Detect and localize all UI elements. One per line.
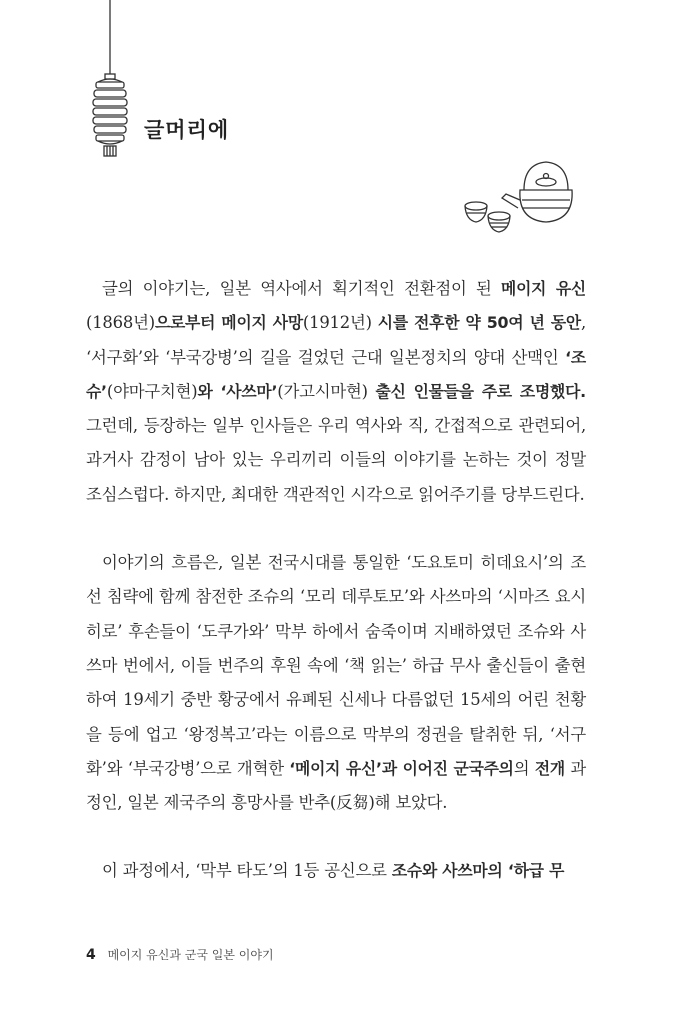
section-heading: 글머리에 [144,118,230,142]
text-run: 이 과정에서, ‘막부 타도’의 1등 공신으로 [102,861,392,881]
paragraph [86,854,586,888]
paragraph [86,546,586,820]
text-run: 이야기의 흐름은, 일본 전국시대를 통일한 ‘도요토미 히데요시’의 조선 침략에 함께 참전한 조슈의 ‘모리 데루토모’와 사쓰마의 ‘시마즈 요시히로’ 후손들이 ‘도쿠가와’ 막부 하에서 숨죽이며 지배하였던 조슈와 사쓰마 번에서, 이들 번주의 후원 속에 ‘책 읽는’ 하급 무사 출신들이 출현하여 19세기 중반 황궁에서 유폐된 신세나 다름없던 15세의 어린 천황을 등에 업고 ‘왕정복고’라는 이름으로 막부의 정권을 탈취한 뒤, ‘서구화’와 ‘부국강병’으로 개혁한 [86,553,586,778]
lantern-icon [88,0,132,165]
paragraph [86,272,586,512]
text-run: , ‘서구화’와 ‘부국강병’의 길을 걸었던 근대 일본정치의 양대 산맥인 [86,313,587,367]
teacup-icon [465,202,510,232]
emphasis-text: ‘조슈’ [86,347,586,401]
page-number: 4 [86,947,96,963]
emphasis-text: 조슈와 사쓰마의 ‘하급 무 [391,861,565,881]
preface-body [86,272,586,889]
text-run: (가고시마현) [277,381,376,401]
teapot-icon [502,162,572,222]
emphasis-text: 메이지 유신 [501,279,586,298]
text-run: 과정인, 일본 제국주의 흥망사를 반추(反芻)해 보았다. [86,758,586,813]
text-run: (1868년) [86,313,155,333]
emphasis-text: 시를 전후한 약 50여 년 동안 [377,313,581,333]
text-run: 글의 이야기는, 일본 역사에서 획기적인 전환점이 된 [102,279,502,298]
emphasis-text: 와 ‘사쓰마’ [197,381,278,401]
emphasis-text: ‘메이지 유신’과 이어진 군국주의 [289,758,514,778]
emphasis-text: 으로부터 메이지 사망 [154,313,303,333]
text-run: (1912년) [302,313,378,333]
text-run: (야마구치현) [106,381,198,401]
running-title: 메이지 유신과 군국 일본 이야기 [107,948,274,962]
tea-set-illustration [462,160,580,242]
emphasis-text: 전개 [534,758,565,778]
text-run: 그런데, 등장하는 일부 인사들은 우리 역사와 직, 간접적으로 관련되어, 과거사 감정이 남아 있는 우리끼리 이들의 이야기를 논하는 것이 정말 조심스럽다. 하지만, 최대한 객관적인 시각으로 읽어주기를 당부드린다. [86,416,586,504]
emphasis-text: 출신 인물들을 주로 조명했다. [375,381,586,401]
page-footer [86,946,274,963]
text-run: 의 [513,758,535,778]
